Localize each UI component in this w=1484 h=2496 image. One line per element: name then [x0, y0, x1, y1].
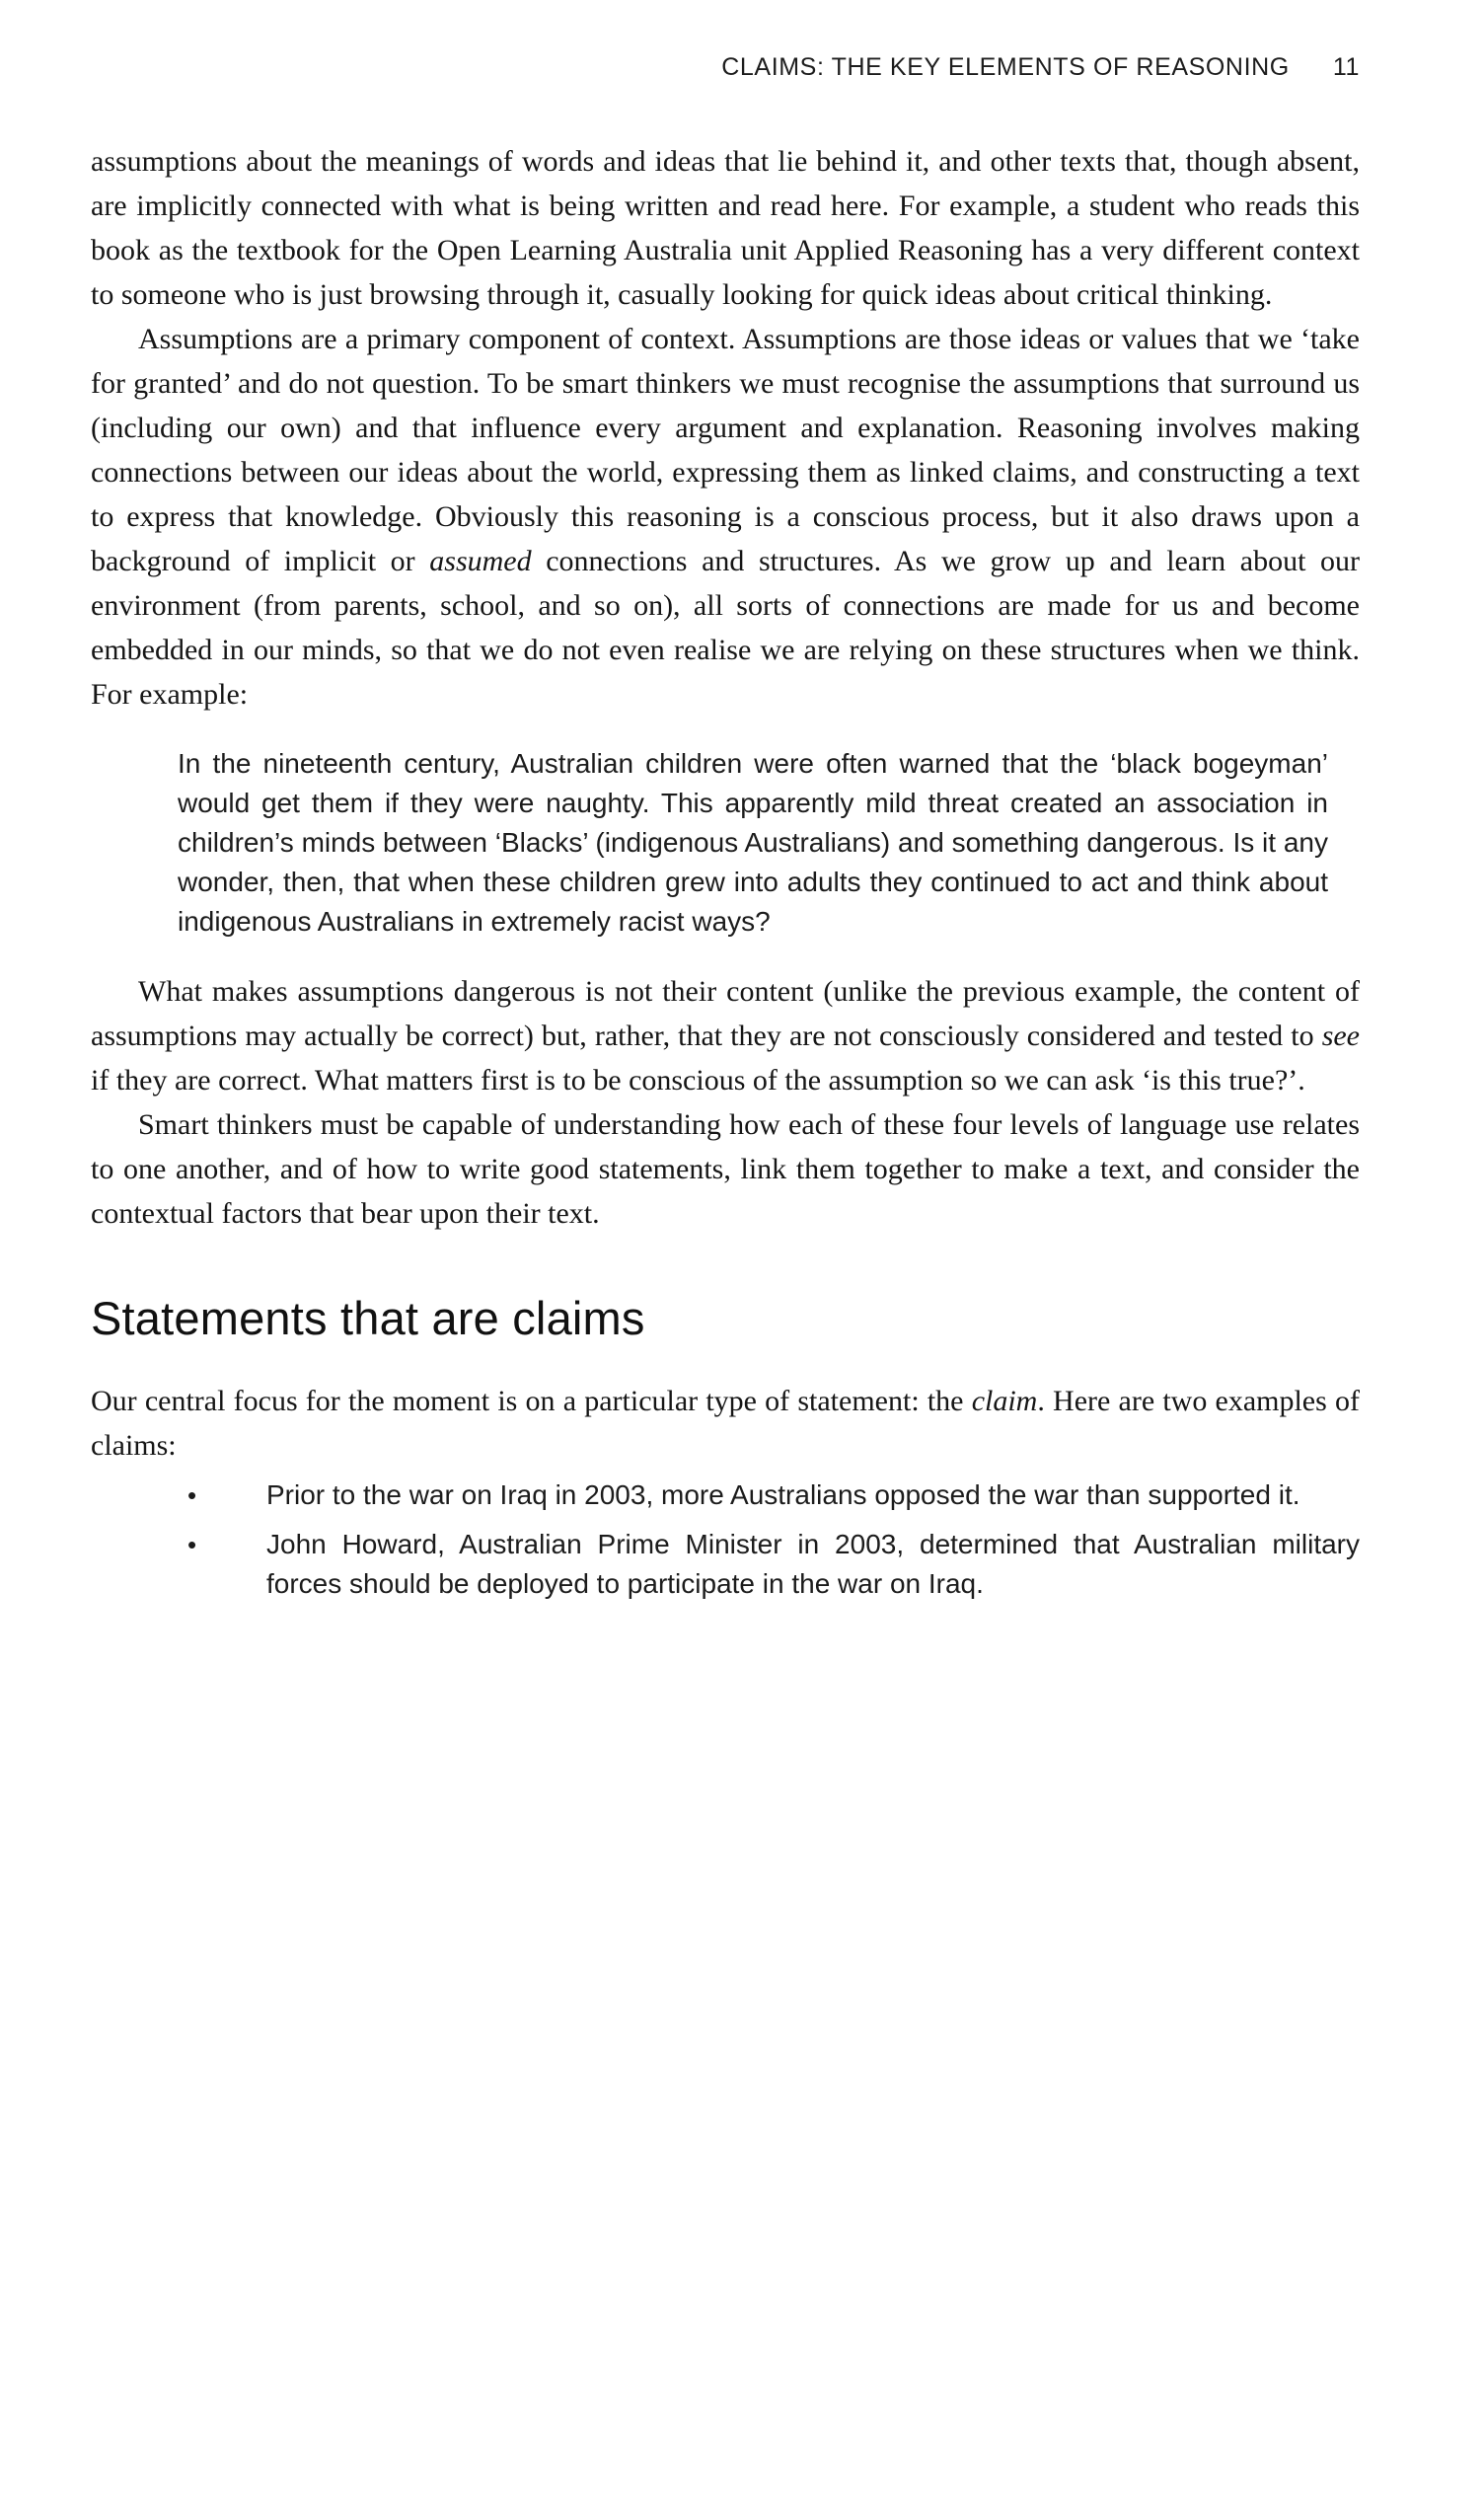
text-run: Assumptions are a primary component of context. Assumptions are those ideas or values that we ‘take for granted’ and do not question. To be smart thinkers we must recognise the assumptions that surround us (including our own) and that influence every argument and explanation. Reasoning involves making connections between our ideas about the world, expressing them as linked claims, and constructing a text to express that knowledge. Obviously this reasoning is a conscious process, but it also draws upon a background of implicit or	[91, 323, 1360, 577]
bullet-item	[91, 1475, 1360, 1515]
bullet-text: John Howard, Australian Prime Minister in 2003, determined that Australian military forces should be deployed to participate in the war on Iraq.	[266, 1529, 1360, 1599]
page-header	[91, 53, 1360, 82]
text-run: connections and structures. As we grow up and learn about our environment (from parents, school, and so on), all sorts of connections are made for us and become embedded in our minds, so that we do not even realise we are relying on these structures when we think. For example:	[91, 545, 1360, 711]
paragraph-central-focus	[91, 1379, 1360, 1468]
bullet-marker: •	[187, 1530, 197, 1559]
paragraph-smart-thinkers: Smart thinkers must be capable of understanding how each of these four levels of language use relates to one another, and of how to write good statements, link them together to make a text, and consider the contextual factors that bear upon their text.	[91, 1108, 1360, 1230]
italic-run: see	[1321, 1020, 1360, 1052]
paragraph-dangerous-assumptions	[91, 969, 1360, 1102]
paragraph-continuation: assumptions about the meanings of words and ideas that lie behind it, and other texts that, though absent, are implicitly connected with what is being written and read here. For example, a student who reads this book as the textbook for the Open Learning Australia unit Applied Reasoning has a very different context to someone who is just browsing through it, casually looking for quick ideas about critical thinking.	[91, 145, 1360, 311]
section-heading: Statements that are claims	[91, 1292, 645, 1344]
text-run: . Here are two examples of claims:	[91, 1385, 1360, 1462]
italic-run: assumed	[429, 545, 532, 577]
text-run: What makes assumptions dangerous is not their content (unlike the previous example, the content of assumptions may actually be correct) but, rather, that they are not consciously considered and tested to	[91, 975, 1360, 1052]
page-number: 11	[1332, 53, 1360, 81]
text-run: if they are correct. What matters first is to be conscious of the assumption so we can ask ‘is this true?’.	[91, 1064, 1305, 1097]
bullet-item	[91, 1525, 1360, 1604]
bullet-text: Prior to the war on Iraq in 2003, more Australians opposed the war than supported it.	[266, 1479, 1300, 1510]
running-head-title: CLAIMS: THE KEY ELEMENTS OF REASONING	[721, 53, 1290, 81]
example-block-quote: In the nineteenth century, Australian children were often warned that the ‘black bogeyman’ would get them if they were naughty. This apparently mild threat created an association in children’s minds between ‘Blacks’ (indigenous Australians) and something dangerous. Is it any wonder, then, that when these children grew into adults they continued to act and think about indigenous Australians in extremely racist ways?	[178, 748, 1328, 937]
claims-bullet-list	[91, 1475, 1360, 1604]
italic-run: claim	[971, 1385, 1038, 1417]
text-run: Our central focus for the moment is on a particular type of statement: the	[91, 1385, 972, 1417]
paragraph-assumptions-context	[91, 317, 1360, 717]
bullet-marker: •	[187, 1480, 197, 1510]
